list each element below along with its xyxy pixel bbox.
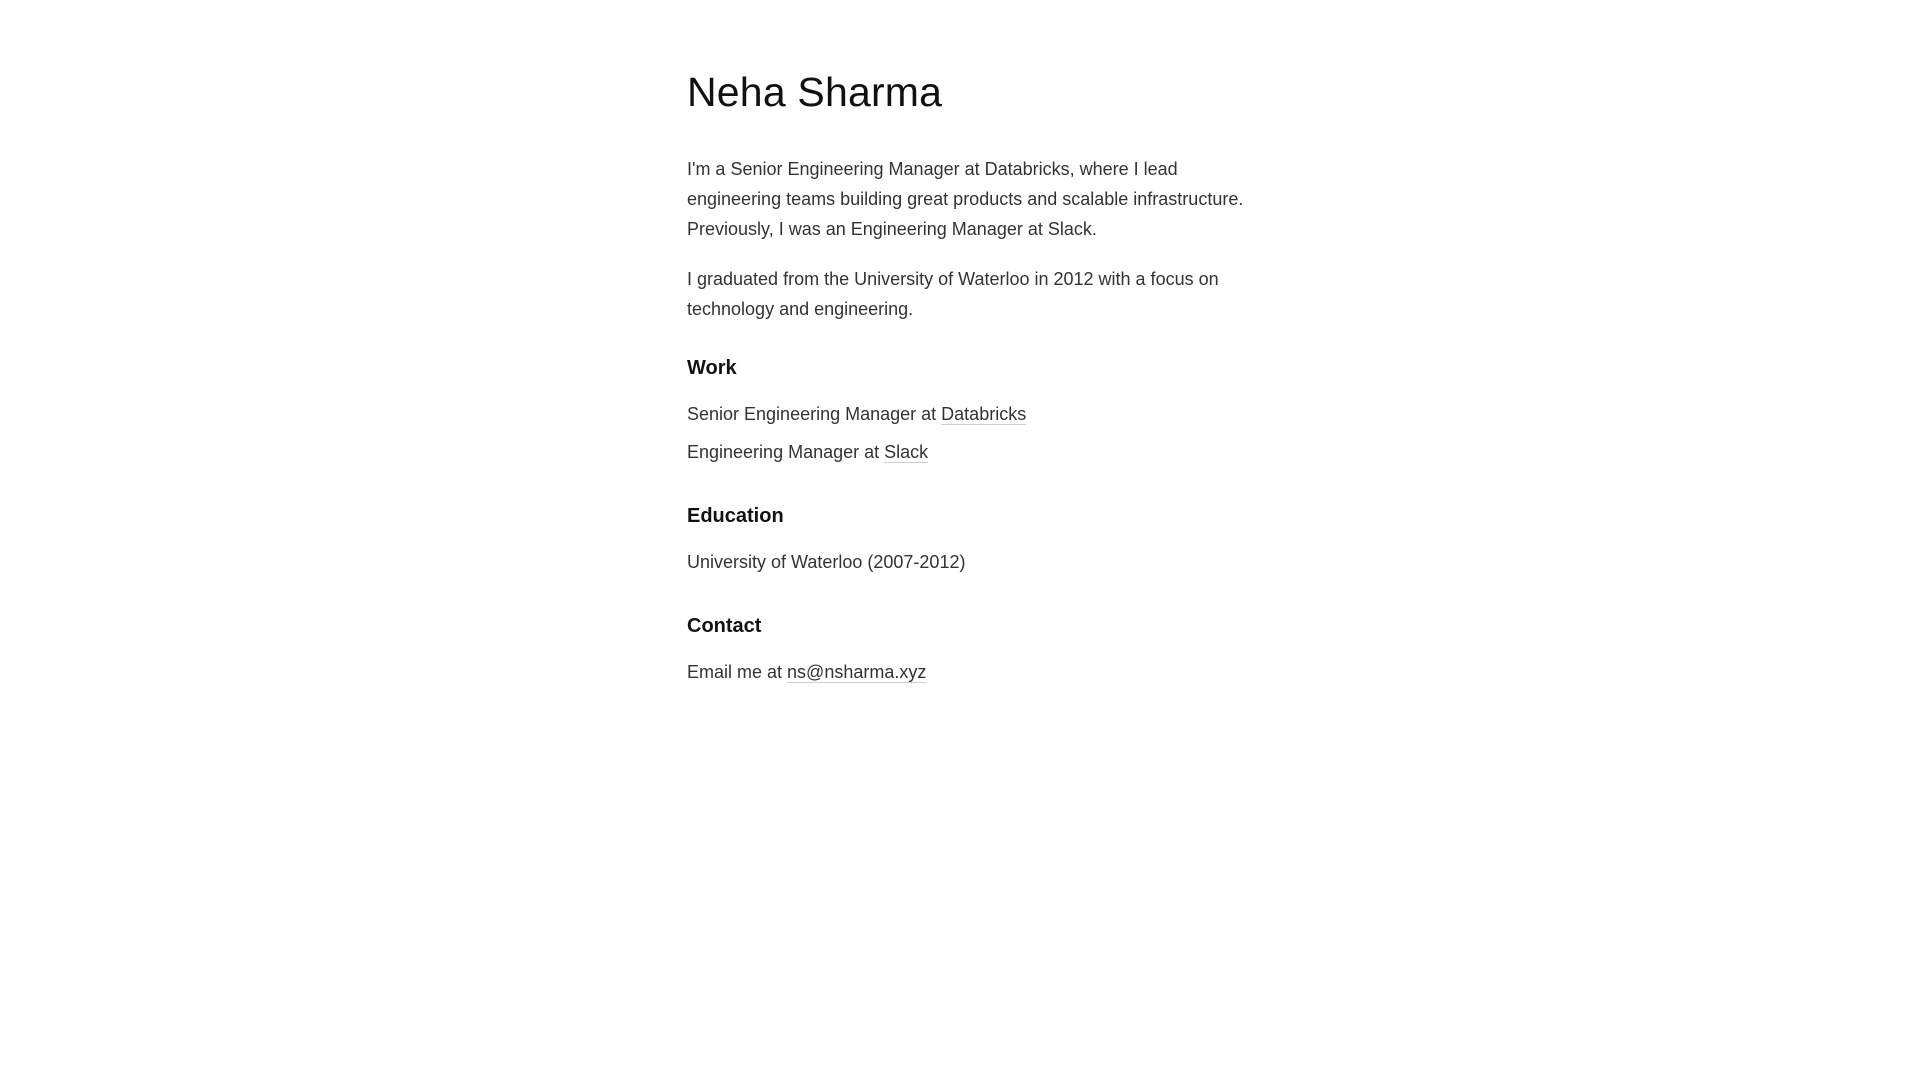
slack-link[interactable]: Slack: [884, 442, 929, 462]
work-item-role: Engineering Manager at: [687, 442, 885, 462]
contact-heading: Contact: [687, 615, 762, 637]
education-section: [687, 502, 1247, 574]
work-section: [687, 354, 1247, 464]
databricks-link[interactable]: Databricks: [941, 404, 1027, 424]
education-heading: Education: [687, 505, 784, 527]
work-item-role: Senior Engineering Manager at: [687, 404, 942, 424]
work-heading: Work: [687, 357, 737, 379]
page-title: Neha Sharma: [687, 69, 943, 115]
profile-page: [687, 64, 1247, 698]
intro-paragraph-role: I'm a Senior Engineering Manager at Databricks, where I lead engineering teams building great products and scalable infrastructure. Previously, I was an Engineering Manager at Slack.: [687, 159, 1244, 239]
contact-section: [687, 612, 1247, 684]
contact-line: [687, 660, 1247, 684]
work-item: [687, 402, 1247, 426]
email-link[interactable]: ns@nsharma.xyz: [787, 662, 927, 682]
intro-section: [687, 154, 1247, 324]
work-item: [687, 440, 1247, 464]
contact-prefix: Email me at: [687, 662, 788, 682]
intro-paragraph-education: I graduated from the University of Waterloo in 2012 with a focus on technology and engineering.: [687, 269, 1219, 319]
education-item: University of Waterloo (2007-2012): [687, 552, 966, 572]
